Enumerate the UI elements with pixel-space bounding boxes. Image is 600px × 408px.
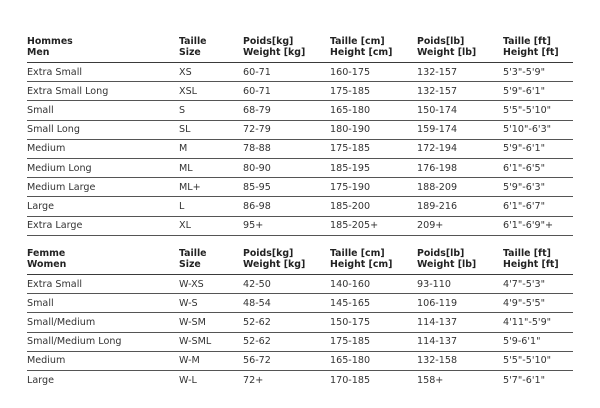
weight-kg: 80-90 xyxy=(243,162,271,174)
weight-lb: 158+ xyxy=(417,374,444,386)
table-row xyxy=(27,333,573,352)
size-code: L xyxy=(179,200,185,212)
table-row xyxy=(27,275,573,294)
table-row xyxy=(27,313,573,332)
table-row xyxy=(27,121,573,140)
size-name: Medium Large xyxy=(27,181,96,193)
weight-kg: 60-71 xyxy=(243,85,271,97)
size-name: Small xyxy=(27,297,54,309)
height-cm: 185-200 xyxy=(330,200,371,212)
header-group: Femme Women xyxy=(27,248,67,270)
weight-lb: 176-198 xyxy=(417,162,458,174)
weight-kg: 85-95 xyxy=(243,181,271,193)
size-name: Small xyxy=(27,104,54,116)
size-name: Small Long xyxy=(27,124,80,136)
height-ft: 5'9"-6'3" xyxy=(503,181,545,193)
header-height-cm: Taille [cm] Height [cm] xyxy=(330,248,393,270)
height-ft: 6'1"-6'7" xyxy=(503,200,545,212)
weight-lb: 114-137 xyxy=(417,336,458,348)
size-code: SL xyxy=(179,124,191,136)
header-weight-kg: Poids[kg] Weight [kg] xyxy=(243,248,306,270)
table-row xyxy=(27,140,573,159)
size-code: W-S xyxy=(179,297,198,309)
header-height-ft: Taille [ft] Height [ft] xyxy=(503,248,559,270)
size-name: Medium Long xyxy=(27,162,92,174)
height-cm: 175-185 xyxy=(330,85,371,97)
weight-kg: 56-72 xyxy=(243,355,271,367)
size-name: Medium xyxy=(27,355,66,367)
weight-kg: 72+ xyxy=(243,374,264,386)
weight-kg: 42-50 xyxy=(243,278,271,290)
size-code: ML xyxy=(179,162,193,174)
height-ft: 4'7"-5'3" xyxy=(503,278,545,290)
header-height-cm: Taille [cm] Height [cm] xyxy=(330,36,393,58)
header-group: Hommes Men xyxy=(27,36,73,58)
header-height-ft: Taille [ft] Height [ft] xyxy=(503,36,559,58)
height-cm: 175-190 xyxy=(330,181,371,193)
height-cm: 150-175 xyxy=(330,316,371,328)
weight-kg: 52-62 xyxy=(243,316,271,328)
weight-kg: 72-79 xyxy=(243,124,271,136)
size-name: Large xyxy=(27,374,54,386)
women-size-table xyxy=(27,248,573,389)
weight-kg: 68-79 xyxy=(243,104,271,116)
women-table-header xyxy=(27,248,573,275)
size-code: S xyxy=(179,104,186,116)
header-size: Taille Size xyxy=(179,36,207,58)
height-cm: 165-180 xyxy=(330,355,371,367)
size-code: W-L xyxy=(179,374,197,386)
height-ft: 5'5"-5'10" xyxy=(503,104,552,116)
height-cm: 185-205+ xyxy=(330,220,379,232)
weight-kg: 78-88 xyxy=(243,143,271,155)
height-ft: 4'9"-5'5" xyxy=(503,297,545,309)
size-code: ML+ xyxy=(179,181,201,193)
table-row xyxy=(27,63,573,82)
height-cm: 175-185 xyxy=(330,336,371,348)
weight-lb: 106-119 xyxy=(417,297,458,309)
weight-lb: 132-157 xyxy=(417,66,458,78)
height-ft: 6'1"-6'5" xyxy=(503,162,545,174)
weight-lb: 150-174 xyxy=(417,104,458,116)
height-cm: 140-160 xyxy=(330,278,371,290)
height-ft: 5'9"-6'1" xyxy=(503,85,545,97)
size-name: Extra Small Long xyxy=(27,85,109,97)
weight-lb: 93-110 xyxy=(417,278,451,290)
header-weight-kg: Poids[kg] Weight [kg] xyxy=(243,36,306,58)
height-ft: 5'9-6'1" xyxy=(503,336,541,348)
height-ft: 5'9"-6'1" xyxy=(503,143,545,155)
size-name: Small/Medium Long xyxy=(27,336,122,348)
weight-lb: 132-158 xyxy=(417,355,458,367)
size-name: Small/Medium xyxy=(27,316,96,328)
table-row xyxy=(27,82,573,101)
table-row xyxy=(27,101,573,120)
height-ft: 6'1"-6'9"+ xyxy=(503,220,554,232)
size-code: M xyxy=(179,143,188,155)
weight-lb: 188-209 xyxy=(417,181,458,193)
table-row xyxy=(27,371,573,389)
weight-lb: 159-174 xyxy=(417,124,458,136)
weight-lb: 189-216 xyxy=(417,200,458,212)
height-ft: 5'3"-5'9" xyxy=(503,66,545,78)
height-ft: 5'5"-5'10" xyxy=(503,355,552,367)
weight-lb: 132-157 xyxy=(417,85,458,97)
weight-lb: 209+ xyxy=(417,220,444,232)
header-weight-lb: Poids[lb] Weight [lb] xyxy=(417,36,477,58)
size-name: Extra Small xyxy=(27,278,83,290)
height-cm: 180-190 xyxy=(330,124,371,136)
size-code: W-SML xyxy=(179,336,212,348)
table-row xyxy=(27,352,573,371)
height-cm: 145-165 xyxy=(330,297,371,309)
size-name: Extra Large xyxy=(27,220,83,232)
weight-kg: 48-54 xyxy=(243,297,271,309)
height-ft: 5'7"-6'1" xyxy=(503,374,545,386)
size-name: Large xyxy=(27,200,54,212)
height-ft: 4'11"-5'9" xyxy=(503,316,552,328)
size-name: Medium xyxy=(27,143,66,155)
height-cm: 185-195 xyxy=(330,162,371,174)
height-cm: 170-185 xyxy=(330,374,371,386)
table-row xyxy=(27,217,573,236)
size-code: XS xyxy=(179,66,192,78)
height-cm: 175-185 xyxy=(330,143,371,155)
height-ft: 5'10"-6'3" xyxy=(503,124,552,136)
men-table-header xyxy=(27,36,573,63)
table-row xyxy=(27,294,573,313)
weight-kg: 52-62 xyxy=(243,336,271,348)
header-size: Taille Size xyxy=(179,248,207,270)
table-row xyxy=(27,159,573,178)
size-code: XSL xyxy=(179,85,198,97)
size-code: W-XS xyxy=(179,278,204,290)
size-name: Extra Small xyxy=(27,66,83,78)
weight-kg: 60-71 xyxy=(243,66,271,78)
header-weight-lb: Poids[lb] Weight [lb] xyxy=(417,248,477,270)
height-cm: 165-180 xyxy=(330,104,371,116)
men-size-table xyxy=(27,36,573,236)
weight-lb: 172-194 xyxy=(417,143,458,155)
height-cm: 160-175 xyxy=(330,66,371,78)
weight-kg: 86-98 xyxy=(243,200,271,212)
table-row xyxy=(27,178,573,197)
weight-kg: 95+ xyxy=(243,220,264,232)
size-code: W-SM xyxy=(179,316,206,328)
weight-lb: 114-137 xyxy=(417,316,458,328)
table-row xyxy=(27,197,573,216)
size-code: XL xyxy=(179,220,191,232)
size-code: W-M xyxy=(179,355,200,367)
